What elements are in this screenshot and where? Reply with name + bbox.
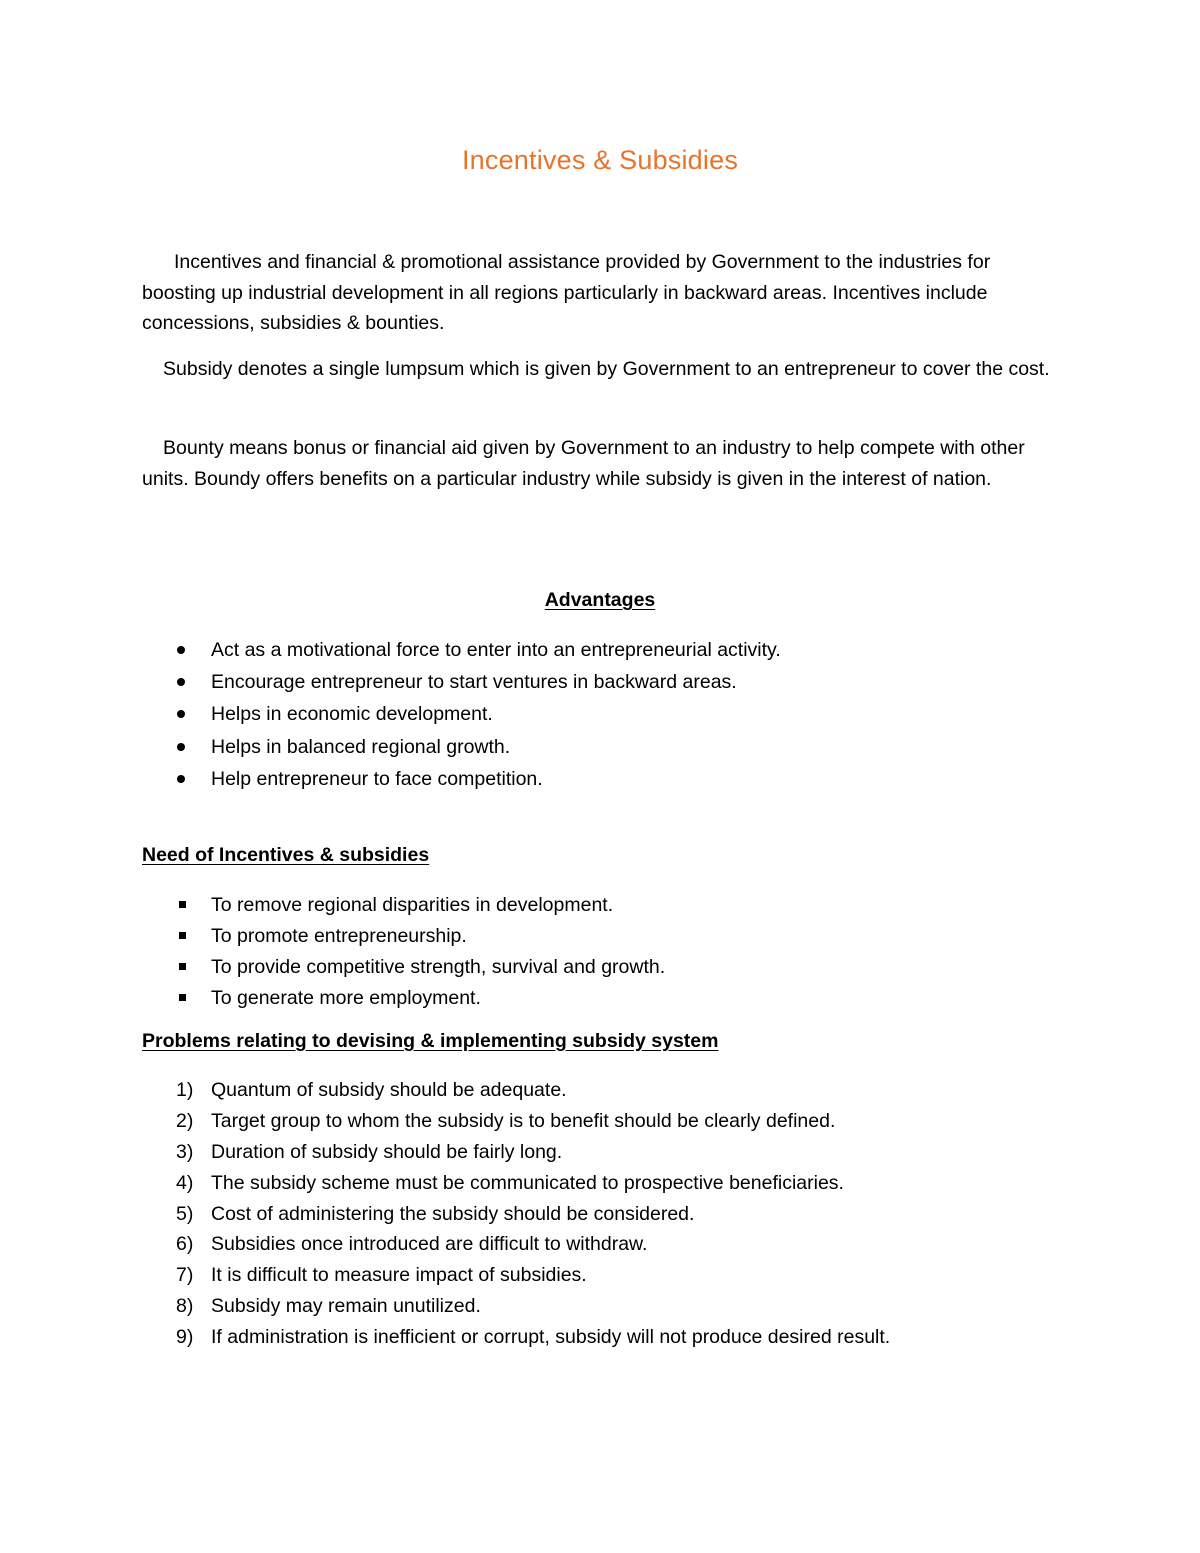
list-item: Encourage entrepreneur to start ventures in backward areas.: [142, 667, 781, 699]
list-item: 4) The subsidy scheme must be communicated to prospective beneficiaries.: [142, 1168, 890, 1199]
bullet-icon: [177, 710, 185, 718]
list-item: To remove regional disparities in development.: [142, 890, 665, 921]
list-item: 2) Target group to whom the subsidy is to benefit should be clearly defined.: [142, 1106, 890, 1137]
list-item: 6) Subsidies once introduced are difficult to withdraw.: [142, 1229, 890, 1260]
list-item: Helps in economic development.: [142, 699, 781, 731]
list-item: 5) Cost of administering the subsidy should be considered.: [142, 1199, 890, 1230]
list-item: 8) Subsidy may remain unutilized.: [142, 1291, 890, 1322]
item-number: 7): [176, 1264, 194, 1287]
item-number: 4): [176, 1171, 194, 1194]
item-number: 9): [176, 1326, 194, 1349]
list-item: To provide competitive strength, survival and growth.: [142, 952, 665, 983]
problems-list: [142, 1075, 890, 1353]
list-item: 3) Duration of subsidy should be fairly long.: [142, 1137, 890, 1168]
list-item: 7) It is difficult to measure impact of subsidies.: [142, 1260, 890, 1291]
need-heading: Need of Incentives & subsidies: [142, 844, 430, 866]
subsidy-paragraph: Subsidy denotes a single lumpsum which is given by Government to an entrepreneur to cover the cost.: [163, 358, 1050, 380]
bounty-paragraph: Bounty means bonus or financial aid given by Government to an industry to help compete with other units. Boundy offers benefits on a particular industry while subsidy is given in the interest of nation.: [142, 437, 1025, 490]
item-number: 6): [176, 1233, 194, 1256]
list-item: 9) If administration is inefficient or corrupt, subsidy will not produce desired result.: [142, 1322, 890, 1353]
item-number: 3): [176, 1140, 194, 1163]
list-item: Helps in balanced regional growth.: [142, 732, 781, 764]
bullet-icon: [177, 678, 185, 686]
advantages-list: [142, 635, 781, 796]
advantages-heading: Advantages: [544, 589, 656, 611]
intro-paragraph: Incentives and financial & promotional assistance provided by Government to the industries for boosting up industrial development in all regions particularly in backward areas. Incentives include concessions, subsidies & bounties.: [142, 251, 991, 334]
square-bullet-icon: [179, 994, 186, 1001]
item-number: 8): [176, 1295, 194, 1318]
list-item: Help entrepreneur to face competition.: [142, 764, 781, 796]
list-item: To promote entrepreneurship.: [142, 921, 665, 952]
square-bullet-icon: [179, 932, 186, 939]
bullet-icon: [177, 646, 185, 654]
bullet-icon: [177, 743, 185, 751]
list-item: 1) Quantum of subsidy should be adequate.: [142, 1075, 890, 1106]
list-item: Act as a motivational force to enter into an entrepreneurial activity.: [142, 635, 781, 667]
square-bullet-icon: [179, 963, 186, 970]
list-item: To generate more employment.: [142, 983, 665, 1014]
page-title: Incentives & Subsidies: [461, 145, 739, 175]
bullet-icon: [177, 775, 185, 783]
item-number: 2): [176, 1109, 194, 1132]
item-number: 5): [176, 1202, 194, 1225]
problems-heading: Problems relating to devising & implementing subsidy system: [142, 1030, 719, 1052]
square-bullet-icon: [179, 901, 186, 908]
item-number: 1): [176, 1079, 194, 1101]
need-list: [142, 890, 665, 1014]
